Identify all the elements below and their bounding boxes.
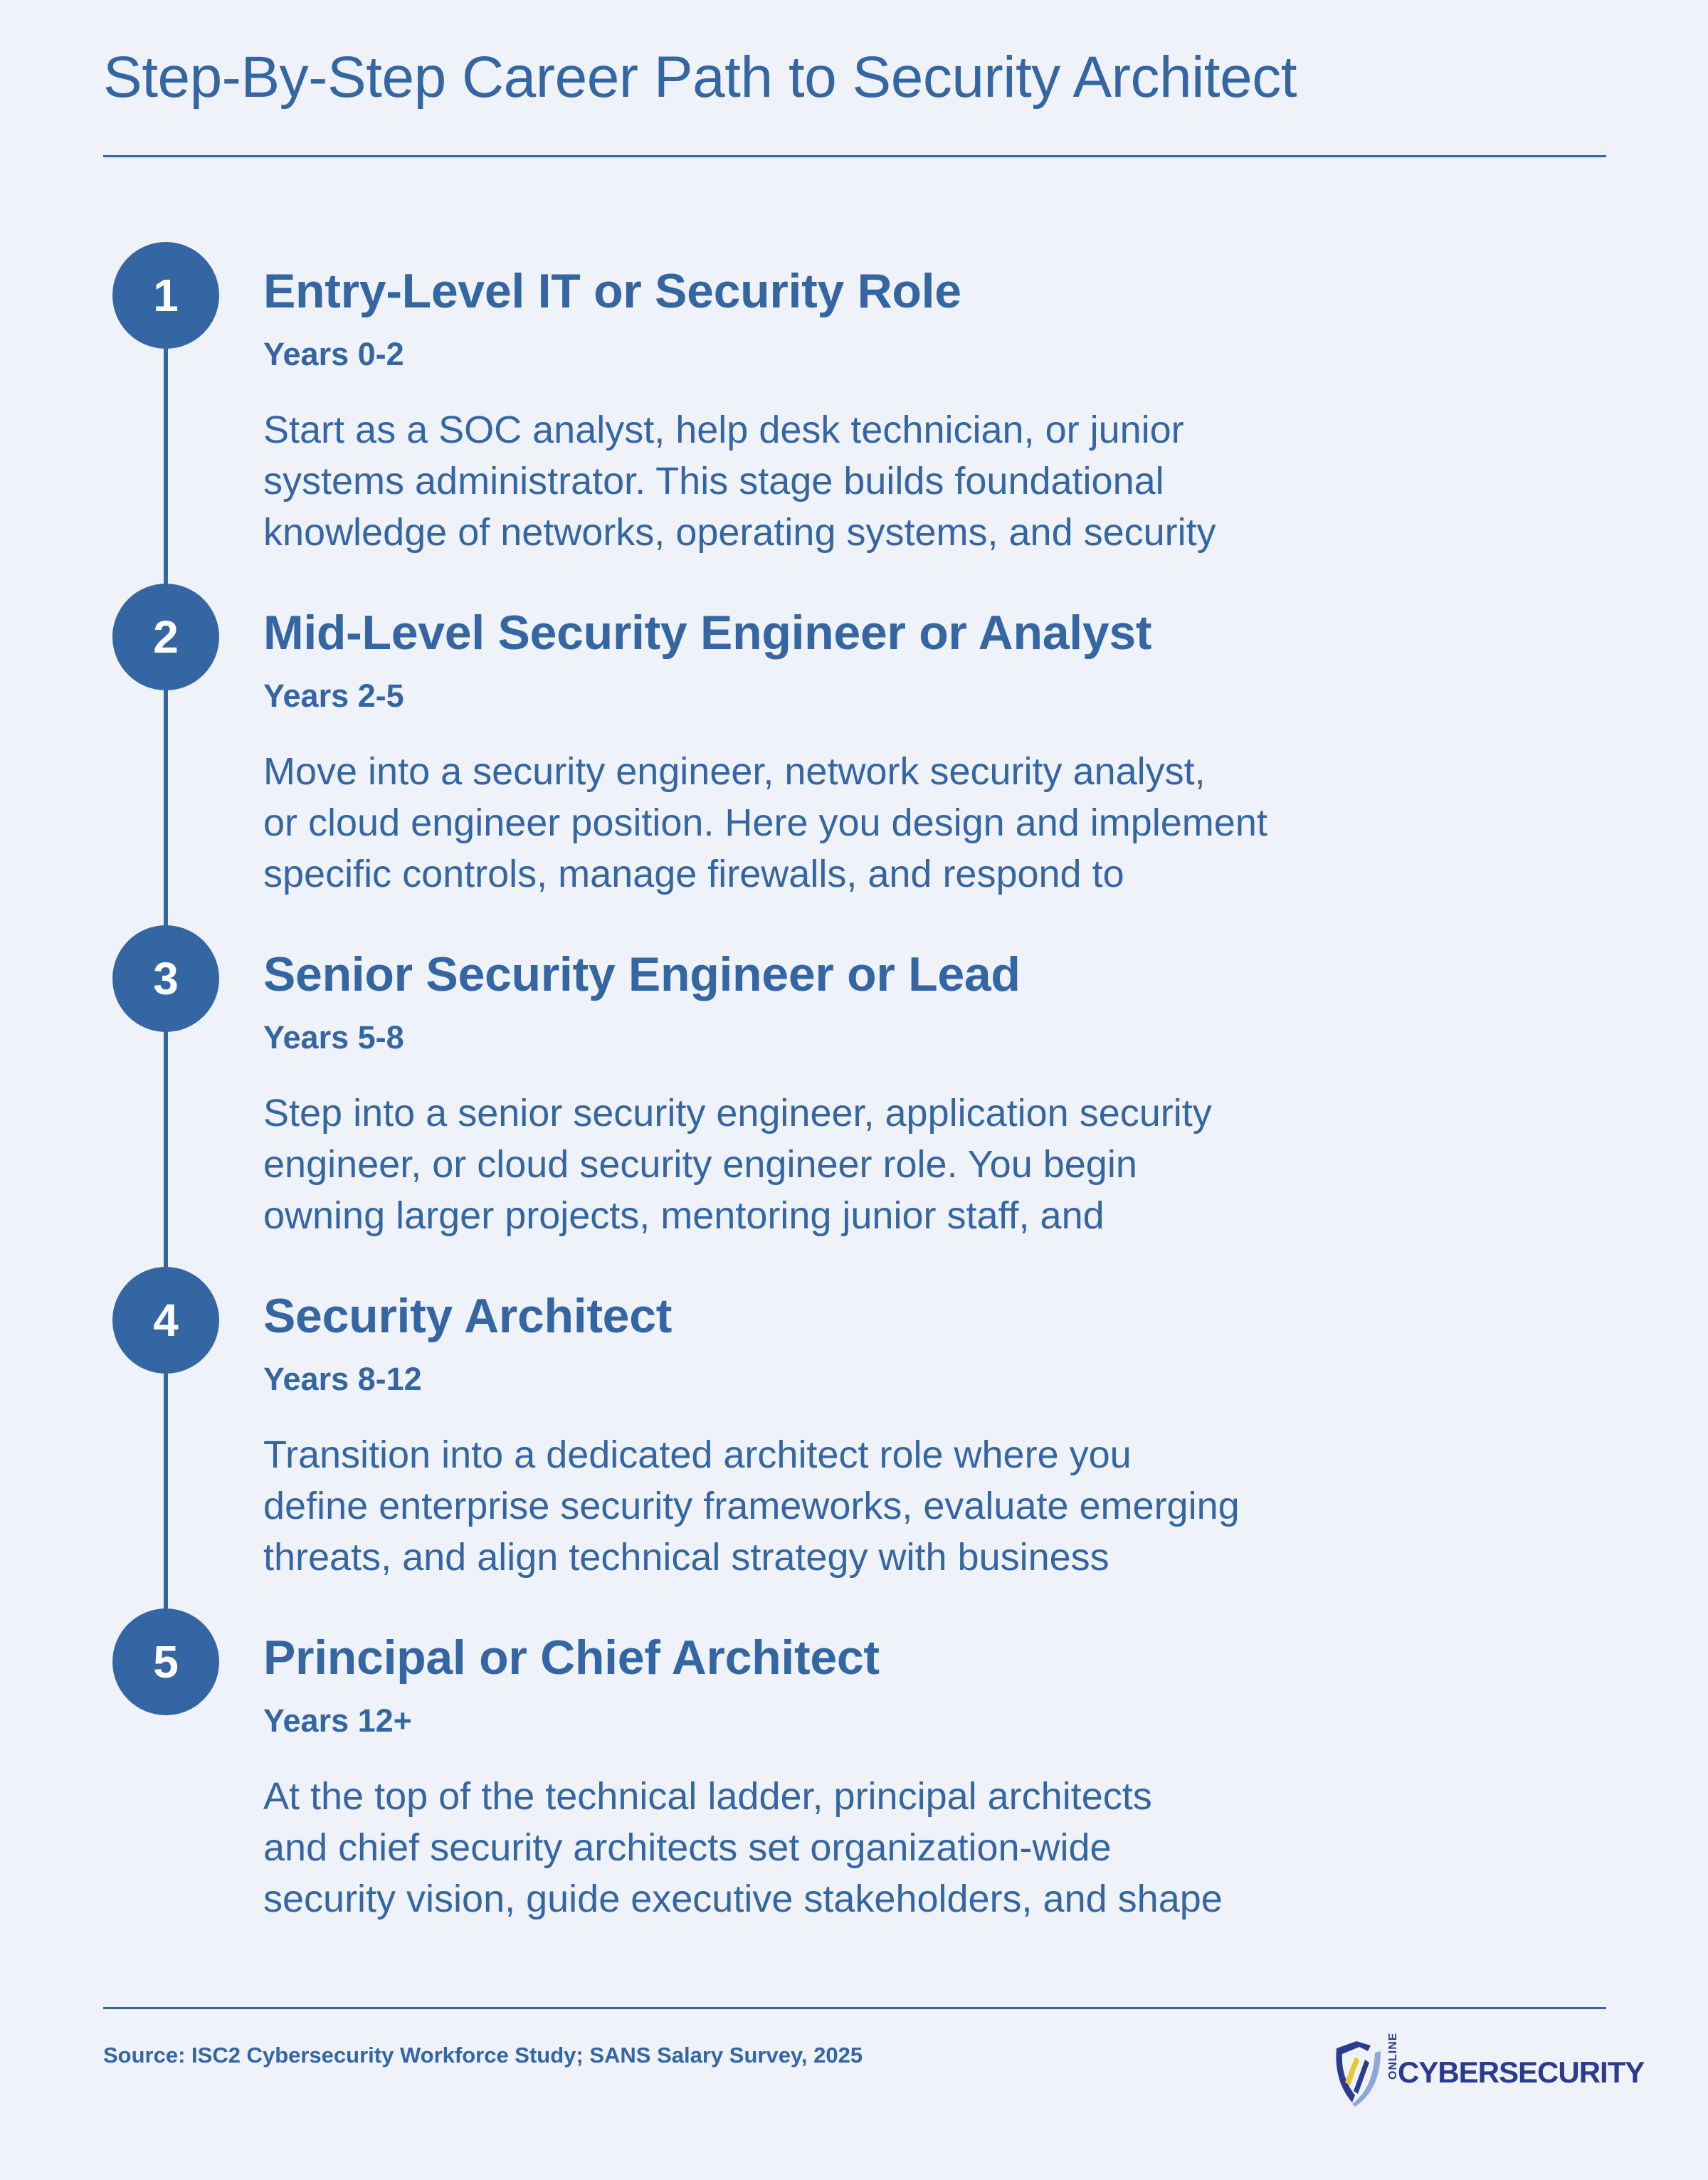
description-line: Start as a SOC analyst, help desk technician, or junior	[263, 409, 1184, 451]
description-line: define enterprise security frameworks, evaluate emerging	[263, 1485, 1240, 1527]
description-line: engineer, or cloud security engineer role. You begin	[263, 1143, 1137, 1186]
step-description	[263, 746, 1267, 900]
description-line: At the top of the technical ladder, principal architects	[263, 1775, 1152, 1818]
step-years: Years 2-5	[263, 678, 404, 714]
step-number-badge: 5	[112, 1608, 219, 1715]
step-number-badge: 1	[112, 242, 219, 349]
step-title: Senior Security Engineer or Lead	[263, 947, 1021, 1001]
description-line: threats, and align technical strategy with business	[263, 1536, 1109, 1579]
step-title: Entry-Level IT or Security Role	[263, 264, 961, 318]
step-number-badge: 3	[112, 925, 219, 1032]
step-years: Years 8-12	[263, 1361, 422, 1397]
step-title: Principal or Chief Architect	[263, 1631, 880, 1685]
step-title: Security Architect	[263, 1289, 673, 1343]
header-divider	[103, 155, 1606, 157]
description-line: or cloud engineer position. Here you design and implement	[263, 801, 1267, 844]
logo-wordmark: CYBERSECURITY	[1398, 2055, 1645, 2089]
footer-divider	[103, 2007, 1606, 2009]
step-number-badge: 2	[112, 584, 219, 690]
brand-logo	[1331, 2032, 1645, 2108]
page-title: Step-By-Step Career Path to Security Architect	[103, 45, 1297, 110]
description-line: specific controls, manage firewalls, and respond to	[263, 853, 1124, 895]
description-line: Step into a senior security engineer, application security	[263, 1092, 1212, 1134]
description-line: systems administrator. This stage builds foundational	[263, 460, 1164, 502]
description-line: owning larger projects, mentoring junior staff, and	[263, 1194, 1105, 1237]
logo-prefix: ONLINE	[1387, 2032, 1399, 2080]
step-number-badge: 4	[112, 1267, 219, 1374]
step-years: Years 12+	[263, 1702, 412, 1739]
description-line: and chief security architects set organization-wide	[263, 1826, 1112, 1869]
source-citation: Source: ISC2 Cybersecurity Workforce Study; SANS Salary Survey, 2025	[103, 2043, 863, 2068]
description-line: Transition into a dedicated architect role where you	[263, 1433, 1132, 1476]
step-description	[263, 404, 1216, 558]
step-description	[263, 1088, 1212, 1241]
step-title: Mid-Level Security Engineer or Analyst	[263, 606, 1152, 660]
step-description	[263, 1771, 1223, 1924]
step-years: Years 5-8	[263, 1019, 404, 1055]
shield-icon	[1331, 2038, 1389, 2107]
description-line: Move into a security engineer, network security analyst,	[263, 750, 1206, 793]
description-line: knowledge of networks, operating systems, and security	[263, 511, 1216, 554]
step-description	[263, 1429, 1240, 1583]
step-years: Years 0-2	[263, 336, 404, 372]
description-line: security vision, guide executive stakeholders, and shape	[263, 1878, 1223, 1920]
